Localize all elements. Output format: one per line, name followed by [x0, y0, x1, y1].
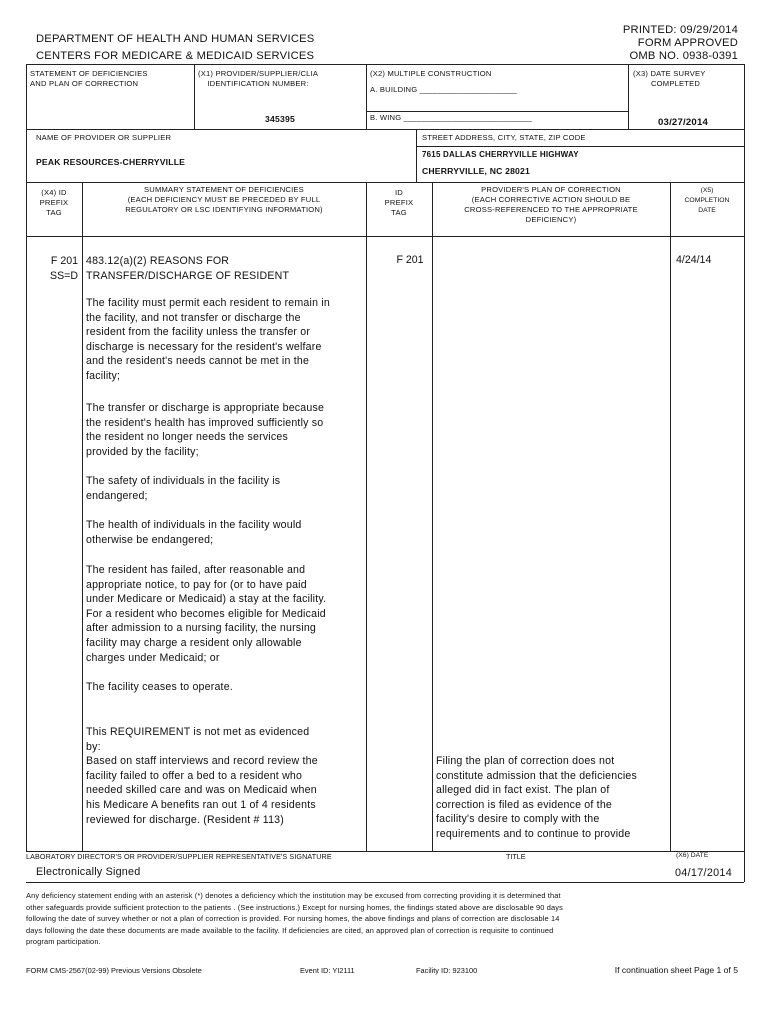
- date-survey-label: (X3) DATE SURVEY COMPLETED: [633, 69, 706, 88]
- rule: [26, 882, 744, 883]
- deficiency-title: 483.12(a)(2) REASONS FOR TRANSFER/DISCHARGE OF RESIDENT: [86, 255, 290, 282]
- requirement-paragraph: The safety of individuals in the facility is endangered;: [86, 475, 281, 502]
- plan-tag: F 201: [396, 254, 424, 266]
- rule: [670, 182, 671, 851]
- address-line-2: CHERRYVILLE, NC 28021: [422, 166, 530, 176]
- multiple-construction-label: (X2) MULTIPLE CONSTRUCTION: [370, 69, 492, 78]
- facility-id: Facility ID: 923100: [416, 966, 478, 975]
- wing-field: B. WING _____________________________: [370, 113, 532, 122]
- date-survey-value: 03/27/2014: [658, 117, 709, 128]
- rule: [26, 64, 744, 65]
- title-label: TITLE: [506, 852, 526, 861]
- printed-date: PRINTED: 09/29/2014: [622, 24, 738, 36]
- provider-name-value: PEAK RESOURCES-CHERRYVILLE: [36, 157, 186, 167]
- building-field: A. BUILDING ______________________: [370, 85, 517, 94]
- signature-date-label: (X6) DATE: [676, 852, 709, 859]
- omb-number: OMB NO. 0938-0391: [629, 50, 738, 62]
- address-label: STREET ADDRESS, CITY, STATE, ZIP CODE: [422, 133, 586, 142]
- provider-id-label: (X1) PROVIDER/SUPPLIER/CLIA IDENTIFICATION NUMBER:: [198, 69, 319, 88]
- rule: [628, 64, 629, 129]
- form-number: FORM CMS-2567(02-99) Previous Versions Obsolete: [26, 966, 202, 975]
- requirement-paragraph: The health of individuals in the facility would otherwise be endangered;: [86, 519, 302, 546]
- rule: [26, 236, 744, 237]
- rule: [744, 64, 745, 882]
- col-header-plan: PROVIDER'S PLAN OF CORRECTION (EACH CORRECTIVE ACTION SHOULD BE CROSS-REFERENCED TO THE APPROPRIATE DEFICIENCY): [464, 185, 638, 224]
- deficiency-tag: F 201 SS=D: [50, 255, 78, 282]
- completion-date: 4/24/14: [676, 254, 712, 266]
- rule: [416, 129, 417, 182]
- rule: [26, 182, 744, 183]
- department-title: DEPARTMENT OF HEALTH AND HUMAN SERVICES: [36, 33, 315, 45]
- statement-label: STATEMENT OF DEFICIENCIES AND PLAN OF CORRECTION: [30, 69, 148, 88]
- page-indicator: If continuation sheet Page 1 of 5: [614, 965, 738, 975]
- rule: [366, 64, 367, 129]
- plan-of-correction-text: Filing the plan of correction does not constitute admission that the deficiencies alleged did in fact exist. The plan of correction is filed as evidence of the facility's desire to comply with the requirements and to continue to provide: [436, 755, 637, 840]
- agency-title: CENTERS FOR MEDICARE & MEDICAID SERVICES: [36, 50, 315, 62]
- rule: [26, 64, 27, 851]
- disclaimer-text: Any deficiency statement ending with an asterisk (*) denotes a deficiency which the institution may be excused from correcting providing it is determined that other safeguards provide sufficient protection to the patients . (See instructions.) Except for nursing homes, the findings stated above are disclosable 90 days following the date of survey whether or not a plan of correction is provided. For nursing homes, the above findings and plans of correction are disclosable 14 days following the date these documents are made available to the facility. If deficiencies are cited, an approved plan of correction is requisite to continued program participation.: [26, 891, 563, 946]
- col-header-completion: (X5) COMPLETION DATE: [684, 187, 730, 214]
- requirement-paragraph: The resident has failed, after reasonable and appropriate notice, to pay for (or to have paid under Medicare or Medicaid) a stay at the facility. For a resident who becomes eligible for Medicaid after admission to a nursing facility, the nursing facility may charge a resident only allowable charges under Medicaid; or: [86, 564, 327, 664]
- findings-paragraph: This REQUIREMENT is not met as evidenced by: Based on staff interviews and record review the facility failed to offer a bed to a resident who needed skilled care and was on Medicaid when his Medicare A benefits ran out 1 of 4 residents reviewed for discharge. (Resident # 113): [86, 726, 318, 826]
- rule: [366, 111, 628, 112]
- rule: [366, 182, 367, 851]
- col-header-id-tag: ID PREFIX TAG: [384, 188, 414, 217]
- requirement-paragraph: The facility ceases to operate.: [86, 681, 233, 693]
- requirement-paragraph: The facility must permit each resident to remain in the facility, and not transfer or discharge the resident from the facility unless the transfer or discharge is necessary for the resident's welfare and the resident's needs cannot be met in the facility;: [86, 297, 330, 382]
- rule: [416, 146, 744, 147]
- col-header-summary: SUMMARY STATEMENT OF DEFICIENCIES (EACH DEFICIENCY MUST BE PRECEDED BY FULL REGULATORY OR LSC IDENTIFYING INFORMATION): [125, 185, 323, 214]
- rule: [26, 129, 744, 130]
- rule: [432, 182, 433, 851]
- address-line-1: 7615 DALLAS CHERRYVILLE HIGHWAY: [422, 150, 579, 159]
- provider-id-value: 345395: [265, 114, 295, 124]
- requirement-paragraph: The transfer or discharge is appropriate because the resident's health has improved sufficiently so the resident no longer needs the services provided by the facility;: [86, 402, 325, 458]
- provider-name-label: NAME OF PROVIDER OR SUPPLIER: [36, 133, 172, 142]
- event-id: Event ID: YI2111: [300, 966, 355, 975]
- form-approved: FORM APPROVED: [637, 37, 738, 49]
- signature-value: Electronically Signed: [36, 866, 141, 878]
- signature-label: LABORATORY DIRECTOR'S OR PROVIDER/SUPPLIER REPRESENTATIVE'S SIGNATURE: [26, 852, 332, 861]
- signature-date-value: 04/17/2014: [675, 867, 733, 879]
- rule: [82, 182, 83, 851]
- col-header-prefix-tag: (X4) ID PREFIX TAG: [39, 188, 69, 217]
